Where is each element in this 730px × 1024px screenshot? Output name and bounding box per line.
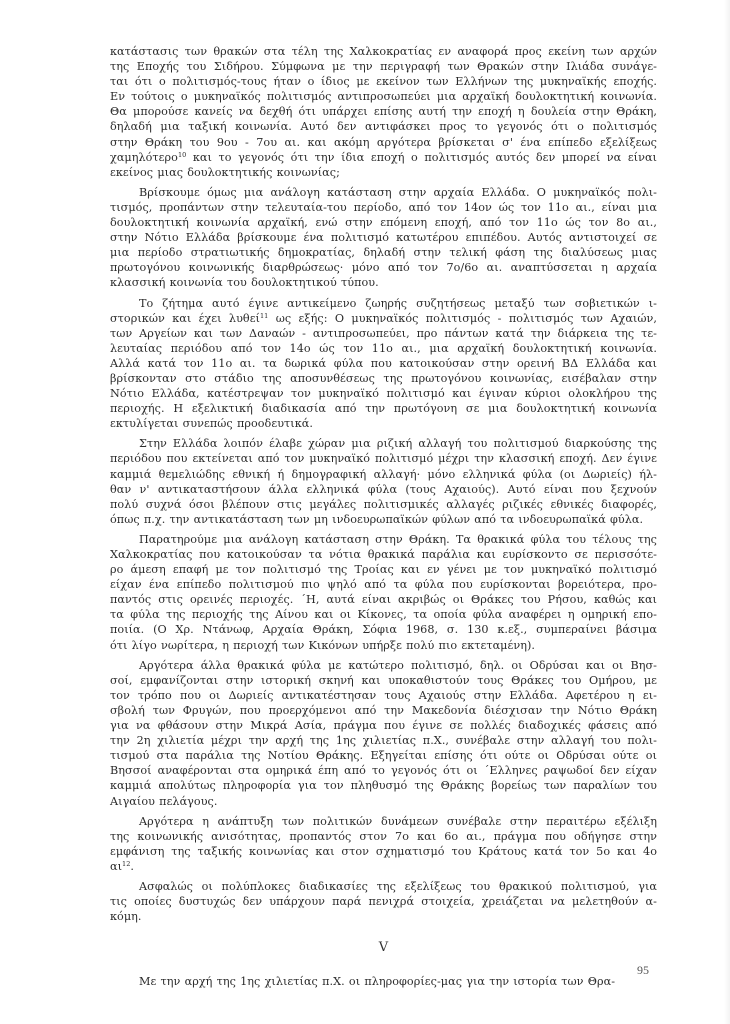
book-page-body [110,44,657,994]
text-line: ρο άμεση επαφή με τον πολιτισμό της Τροίας και εν γένει με τον μυκηναϊκό πολιτισμό [110,563,657,577]
text-line: εμφάνιση της ταξικής κοινωνίας και στον σχηματισμό του Κράτους κατά τον 5ο και 4ο [110,844,657,858]
text-line: των Αργείων και των Δαναών - αντιπροσωπεύει, προ πάντων κατά την διάρκεια της τε- [110,326,657,340]
text-line: πολύ συχνά όσοι βλέπουν στις μεγάλες πολιτισμικές αλλαγές ριζικές εθνικές διαφορές, [110,497,657,511]
text-line: δηλαδή μια ταξική κοινωνία. Αυτό δεν αντιφάσκει προς το γεγονός ότι ο πολιτισμός [110,120,657,134]
text-line: Χαλκοκρατίας που κατοικούσαν τα νότια θρακικά παράλια και ευρίσκοντο σε περισσότε- [110,548,657,561]
text-line: τισμός, προπάντων στην τελευταία-του περίοδο, από τον 14ον ώς τον 11ο αι., είναι μια [110,200,657,214]
text-line: σβολή των Φρυγών, που προερχόμενοι από την Μακεδονία διέσχισαν την Νότιο Θράκη [110,703,657,717]
text-fragment: χαμηλότερο [110,150,178,164]
text-line: Εν τούτοις ο μυκηναϊκός πολιτισμός αντιπροσωπεύει μια αρχαϊκή δουλοκτητική κοινωνία. [110,90,657,104]
text-line [110,859,657,874]
text-line: κόμη. [110,910,142,924]
text-line: Με την αρχή της 1ης χιλιετίας π.Χ. οι πληροφορίες-μας για την ιστορία των Θρα- [139,975,616,989]
text-line: όπως π.χ. την αντικατάσταση των μη ινδοευρωπαϊκών φύλων από τα ινδοευρωπαϊκά φύλα. [110,512,644,526]
text-line: βρίσκονταν στο στάδιο της αποσυνθέσεως της πρωτογόνου κοινωνίας, εισέβαλαν στην [110,371,657,385]
text-line: Αργότερα άλλα θρακικά φύλα με κατώτερο πολιτισμό, δηλ. οι Οδρύσαι και οι Βησ- [139,658,657,672]
paragraph [110,185,657,291]
paragraph [110,658,657,809]
text-line: περιόδου που εκτείνεται από τον μυκηναϊκό πολιτισμό μέχρι την κλασσική εποχή. Δεν έγινε [110,452,657,466]
text-line: Στην Ελλάδα λοιπόν έλαβε χώραν μια ριζική αλλαγή του πολιτισμού διαρκούσης της [139,437,657,451]
text-line: Βρίσκουμε όμως μια ανάλογη κατάσταση στην αρχαία Ελλάδα. Ο μυκηναϊκός πολι- [139,185,657,199]
text-line: ότι λίγο νωρίτερα, η περιοχή των Κικόνων υπήρξε πολύ πιο εκτεταμένη). [110,638,535,652]
text-line: για να φθάσουν στην Μικρά Ασία, πράγμα που έγινε σε πολλές διαδοχικές φάσεις από [110,719,657,733]
text-line: σοί, εμφανίζονται στην ιστορική σκηνή και υποκαθιστούν τους Θράκες του Ομήρου, με [110,673,657,687]
paragraph [110,436,657,527]
text-fragment: αι [110,859,123,873]
paragraph [110,532,657,653]
text-line: Το ζήτημα αυτό έγινε αντικείμενο ζωηρής συζητήσεως μεταξύ των σοβιετικών ι- [139,296,657,310]
paragraph [110,974,657,989]
text-line: δουλοκτητική κοινωνία αρχαϊκή, ενώ στην επόμενη εποχή, από τον 11ο ώς τον 8ο αι., [110,216,657,230]
text-fragment: ως εξής: Ο μυκηναϊκός πολιτισμός - πολιτισμός των Αχαιών, [268,311,657,325]
text-line: καμμιά θεμελιώδης εθνική ή δημογραφική αλλαγή· μόνο ελληνικά φύλα (οι Δωριείς) ήλ- [110,467,657,481]
text-fragment: στορικών και έχει λυθεί [110,311,260,325]
text-line: ποιία. (Ο Χρ. Ντάνωφ, Αρχαία Θράκη, Σόφια 1968, σ. 130 κ.εξ., συμπεραίνει βάσιμα [110,623,657,637]
section-opening-paragraph [110,974,657,989]
footnote-reference: 10 [177,150,187,159]
text-line: κατάστασις των θρακών στα τέλη της Χαλκοκρατίας εν αναφορά προς εκείνη των αρχών [110,45,657,58]
text-line: τισμού στα παράλια της Νοτίου Θράκης. Εξηγείται επίσης ότι ούτε οι Οδρύσαι ούτε οι [110,749,657,763]
text-line: ται ότι ο πολιτισμός-τους ήταν ο ίδιος με εκείνον των Ελλήνων της μυκηναϊκής εποχής. [110,75,657,89]
text-line: της Εποχής του Σιδήρου. Σύμφωνα με την περιγραφή των Θρακών στην Ιλιάδα συνάγε- [110,60,657,74]
text-line: καμμιά απολύτως πληροφορία για τον πληθυσμό της Θράκης βορείως των παραλίων του [110,779,657,793]
text-line: Θα μπορούσε κανείς να δεχθή ότι υπάρχει επίσης αυτή την εποχή η δουλεία στην Θράκη, [110,105,657,119]
text-line: τις οποίες δυστυχώς δεν υπάρχουν παρά πενιχρά στοιχεία, χρειάζεται να μελετηθούν α- [110,895,657,909]
text-line [110,311,657,326]
paragraph [110,44,657,180]
paragraph [110,296,657,432]
text-line: της κοινωνικής ανισότητας, προπαντός στον 7ο και 6ο αι., πράγμα που οδήγησε στην [110,829,657,843]
body-text [110,44,657,924]
text-line: κλασσική κοινωνία του δουλοκτητικού τύπου. [110,276,379,290]
text-line: Βησσοί αναφέρονται στα ομηρικά έπη από το γεγονός ότι οι ´Ελληνες ραψωδοί δεν είχαν [110,764,657,778]
text-line: μια περίοδο στρατιωτικής δημοκρατίας, δηλαδή στην τελική φάση της διαλύσεως μιας [110,246,657,260]
section-heading: V [378,940,389,956]
text-line: εκτυλίγεται συνεπώς προοδευτικά. [110,417,313,431]
text-line: στην Νότιο Ελλάδα βρίσκουμε ένα πολιτισμό κατωτέρου επιπέδου. Αυτός αντιστοιχεί σε [110,231,657,245]
text-line: παντός στις ορεινές περιοχές. ´Η, αυτά είναι ακριβώς οι Θράκες του Ρήσου, καθώς και [110,593,657,607]
text-line: είχαν ένα επίπεδο πολιτισμού πιο ψηλό από τα φύλα που ευρίσκονται βορειότερα, προ- [110,578,657,592]
text-line: τα φύλα της περιοχής της Αίνου και οι Κίκονες, τα οποία φύλα αναφέρει η ομηρική επο- [110,608,657,622]
text-fragment: . [130,859,135,873]
text-line: την 2η χιλιετία μέχρι την αρχή της 1ης χιλιετίας π.Χ., συνέβαλε στην αλλαγή του πολι- [110,734,657,748]
footnote-reference: 12 [122,859,131,868]
text-line: Αργότερα η ανάπτυξη των πολιτικών δυνάμεων συνέβαλε στην περαιτέρω εξέλιξη [139,814,657,828]
text-line: εκείνος μιας δουλοκτητικής κοινωνίας; [110,165,340,179]
text-line: Παρατηρούμε μια ανάλογη κατάσταση στην Θράκη. Τα θρακικά φύλα του τέλους της [139,532,657,546]
text-line: Ασφαλώς οι πολύπλοκες διαδικασίες της εξελίξεως του θρακικού πολιτισμού, για [139,879,657,893]
page-edge-shadow [724,0,730,1024]
text-line: πρωτογόνου κοινωνικής διαρθρώσεως· μόνο από τον 7ο/6ο αι. αναπτύσσεται η αρχαία [110,261,657,275]
text-line: Αλλά κατά τον 11ο αι. τα δωρικά φύλα που κατοικούσαν στην ορεινή ΒΔ Ελλάδα και [110,356,657,370]
text-line: λευταίας περιόδου από τον 14ο ώς τον 11ο αι., μια αρχαϊκή δουλοκτητική κοινωνία. [110,341,657,355]
text-line: Αιγαίου πελάγους. [110,794,218,808]
text-fragment: και το γεγονός ότι την ίδια εποχή ο πολιτισμός αυτός δεν μπορεί να είναι [186,150,657,164]
text-line: Νότιο Ελλάδα, κατέστρεψαν τον μυκηναϊκό πολιτισμό και έγιναν κύριοι ολοκλήρου της [110,387,657,401]
page-number: 95 [637,963,649,977]
paragraph [110,879,657,924]
text-line: περιοχής. Η εξελικτική διαδικασία από την πρωτόγονη σε μια δουλοκτητική κοινωνία [110,402,657,416]
paragraph [110,814,657,874]
text-line [110,150,657,165]
text-line: τον τρόπο που οι Δωριείς αντικατέστησαν τους Αχαιούς στην Ελλάδα. Αφετέρου η ει- [110,688,657,702]
footnote-reference: 11 [260,311,269,320]
text-line: στην Θράκη του 9ου - 7ου αι. και ακόμη αργότερα βρίσκεται σ' ένα επίπεδο εξελίξεως [110,135,657,149]
text-line: θαν ν' αντικαταστήσουν άλλα ελληνικά φύλα (τους Αχαιούς). Αυτό είναι που ξεχνούν [110,482,657,496]
